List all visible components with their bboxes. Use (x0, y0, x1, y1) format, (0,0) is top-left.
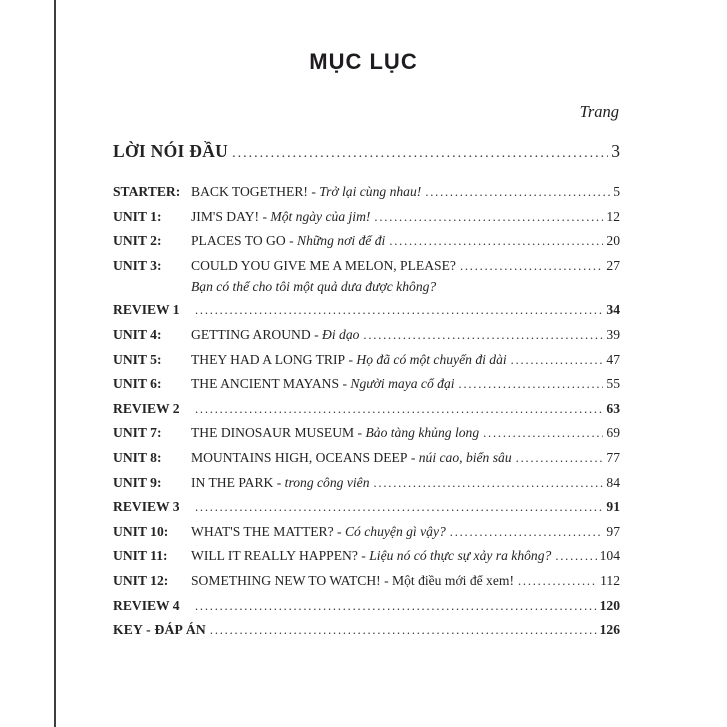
row-body (191, 348, 620, 373)
row-body (191, 471, 620, 496)
toc-row (113, 254, 620, 299)
toc-row (113, 397, 620, 422)
toc-row (113, 348, 620, 373)
row-subtitle-vi: Một ngày của jim! (270, 208, 371, 224)
row-separator: - (307, 184, 320, 199)
dot-leader (195, 298, 603, 323)
row-subtitle-vi: trong công viên (284, 474, 370, 490)
row-body (191, 544, 620, 569)
toc-row (113, 205, 620, 230)
row-separator: - (339, 376, 351, 392)
row-title: COULD YOU GIVE ME A MELON, PLEASE? (191, 257, 456, 273)
row-label: UNIT 1: (113, 208, 162, 224)
dot-leader (232, 142, 608, 166)
row-subtitle-vi: núi cao, biển sâu (418, 449, 512, 465)
page-number: 39 (606, 326, 620, 342)
row-separator: - (407, 449, 419, 465)
toc-content (113, 102, 620, 643)
dot-leader (516, 446, 604, 471)
row-separator: - (259, 208, 271, 224)
row-label: UNIT 4: (113, 326, 162, 342)
row-body (191, 180, 620, 205)
dot-leader (195, 594, 597, 619)
row-separator: - (345, 351, 357, 367)
page-number: 120 (599, 597, 620, 613)
row-label: UNIT 9: (113, 474, 162, 490)
row-body (191, 569, 620, 594)
toc-row (113, 229, 620, 254)
row-title: IN THE PARK (191, 474, 274, 490)
row-label: UNIT 8: (113, 449, 162, 465)
page-number: 91 (606, 499, 620, 515)
row-subtitle-vi: Liệu nó có thực sự xảy ra không? (369, 548, 552, 564)
toc-row (113, 594, 620, 619)
page-number: 47 (606, 351, 620, 367)
row-body (206, 618, 620, 643)
page-left-rule (54, 0, 56, 727)
preface-title: LỜI NÓI ĐẦU (113, 141, 229, 161)
toc-row (113, 421, 620, 446)
page-number: 63 (606, 400, 620, 416)
row-label: UNIT 3: (113, 257, 162, 273)
row-subtitle-vi: Có chuyện gì vậy? (344, 523, 446, 539)
row-separator: - (354, 425, 366, 441)
row-title: THE ANCIENT MAYANS (191, 376, 340, 392)
row-separator: - (310, 326, 323, 342)
dot-leader (389, 229, 603, 254)
page-number: 20 (606, 233, 620, 249)
row-subtitle-vi: Một điều mới để xem! (392, 572, 514, 588)
row-body (191, 520, 620, 545)
row-body (191, 421, 620, 446)
dot-leader (425, 180, 610, 205)
row-body (191, 372, 620, 397)
row-title: SOMETHING NEW TO WATCH! (191, 572, 381, 588)
row-label: UNIT 5: (113, 351, 162, 367)
row-title: JIM'S DAY! (191, 208, 260, 224)
page-number: 12 (606, 208, 620, 224)
page-number: 112 (600, 572, 620, 588)
preface-row (113, 139, 620, 166)
toc-row (113, 569, 620, 594)
row-title: WILL IT REALLY HAPPEN? (191, 548, 358, 564)
dot-leader (555, 544, 596, 569)
row-label: REVIEW 1 (113, 302, 180, 318)
toc-row (113, 298, 620, 323)
row-label: REVIEW 4 (113, 597, 180, 613)
page-column-header: Trang (579, 102, 619, 121)
row-label: STARTER: (113, 184, 181, 199)
dot-leader (518, 569, 597, 594)
toc-list (113, 180, 620, 643)
dot-leader (374, 205, 603, 230)
dot-leader (483, 421, 603, 446)
toc-row (113, 520, 620, 545)
page-title: MỤC LỤC (309, 49, 418, 74)
dot-leader (363, 323, 603, 348)
row-subtitle-line2: Bạn có thể cho tôi một quả dưa được không? (191, 279, 437, 295)
row-body (191, 323, 620, 348)
row-subtitle-vi: Đi dạo (322, 326, 360, 342)
dot-leader (195, 495, 603, 520)
dot-leader (511, 348, 604, 373)
dot-leader (459, 372, 604, 397)
row-title: THE DINOSAUR MUSEUM (191, 425, 355, 441)
row-label: KEY - ĐÁP ÁN (113, 622, 206, 638)
row-label: REVIEW 3 (113, 499, 180, 515)
page-number: 77 (606, 449, 620, 465)
row-body (191, 229, 620, 254)
row-separator: - (333, 523, 345, 539)
toc-row (113, 446, 620, 471)
dot-leader (210, 618, 597, 643)
row-title: THEY HAD A LONG TRIP (191, 351, 346, 367)
toc-row (113, 495, 620, 520)
page-number: 84 (606, 474, 620, 490)
row-separator: - (273, 474, 285, 490)
row-separator: - (357, 548, 370, 564)
row-title: BACK TOGETHER! (191, 184, 308, 199)
dot-leader (450, 520, 604, 545)
row-body (191, 397, 620, 422)
row-label: UNIT 11: (113, 548, 168, 564)
toc-row (113, 323, 620, 348)
dot-leader (374, 471, 604, 496)
row-subtitle-vi: Người maya cổ đại (350, 376, 455, 392)
row-label: UNIT 10: (113, 523, 169, 539)
row-label: UNIT 2: (113, 233, 162, 249)
toc-row (113, 180, 620, 205)
page-number: 97 (606, 523, 620, 539)
row-title: GETTING AROUND (191, 326, 311, 342)
toc-row (113, 544, 620, 569)
row-separator: - (285, 233, 297, 249)
page-number: 104 (599, 548, 620, 564)
row-body (191, 254, 620, 299)
row-body (191, 594, 620, 619)
page-number: 3 (611, 141, 620, 161)
row-subtitle-vi: Trở lại cùng nhau! (319, 184, 422, 199)
dot-leader (460, 254, 603, 279)
row-label: UNIT 6: (113, 376, 162, 392)
page-number: 27 (606, 257, 620, 273)
row-body (191, 205, 620, 230)
row-subtitle-vi: Bảo tàng khủng long (365, 425, 480, 441)
row-body (191, 446, 620, 471)
row-title: WHAT'S THE MATTER? (191, 523, 334, 539)
row-separator: - (380, 572, 393, 588)
dot-leader (195, 397, 603, 422)
row-label: UNIT 12: (113, 572, 169, 588)
page-number: 34 (606, 302, 620, 318)
toc-row (113, 471, 620, 496)
row-title: PLACES TO GO (191, 233, 286, 249)
page-number: 126 (599, 622, 620, 638)
toc-row (113, 618, 620, 643)
row-subtitle-vi: Những nơi để đi (297, 233, 386, 249)
row-body (191, 298, 620, 323)
row-title: MOUNTAINS HIGH, OCEANS DEEP (191, 449, 408, 465)
page-number: 55 (606, 376, 620, 392)
row-label: REVIEW 2 (113, 400, 180, 416)
page-number: 5 (613, 184, 620, 199)
page-number: 69 (606, 425, 620, 441)
row-label: UNIT 7: (113, 425, 162, 441)
toc-row (113, 372, 620, 397)
row-body (191, 495, 620, 520)
row-subtitle-vi: Họ đã có một chuyến đi dài (356, 351, 507, 367)
